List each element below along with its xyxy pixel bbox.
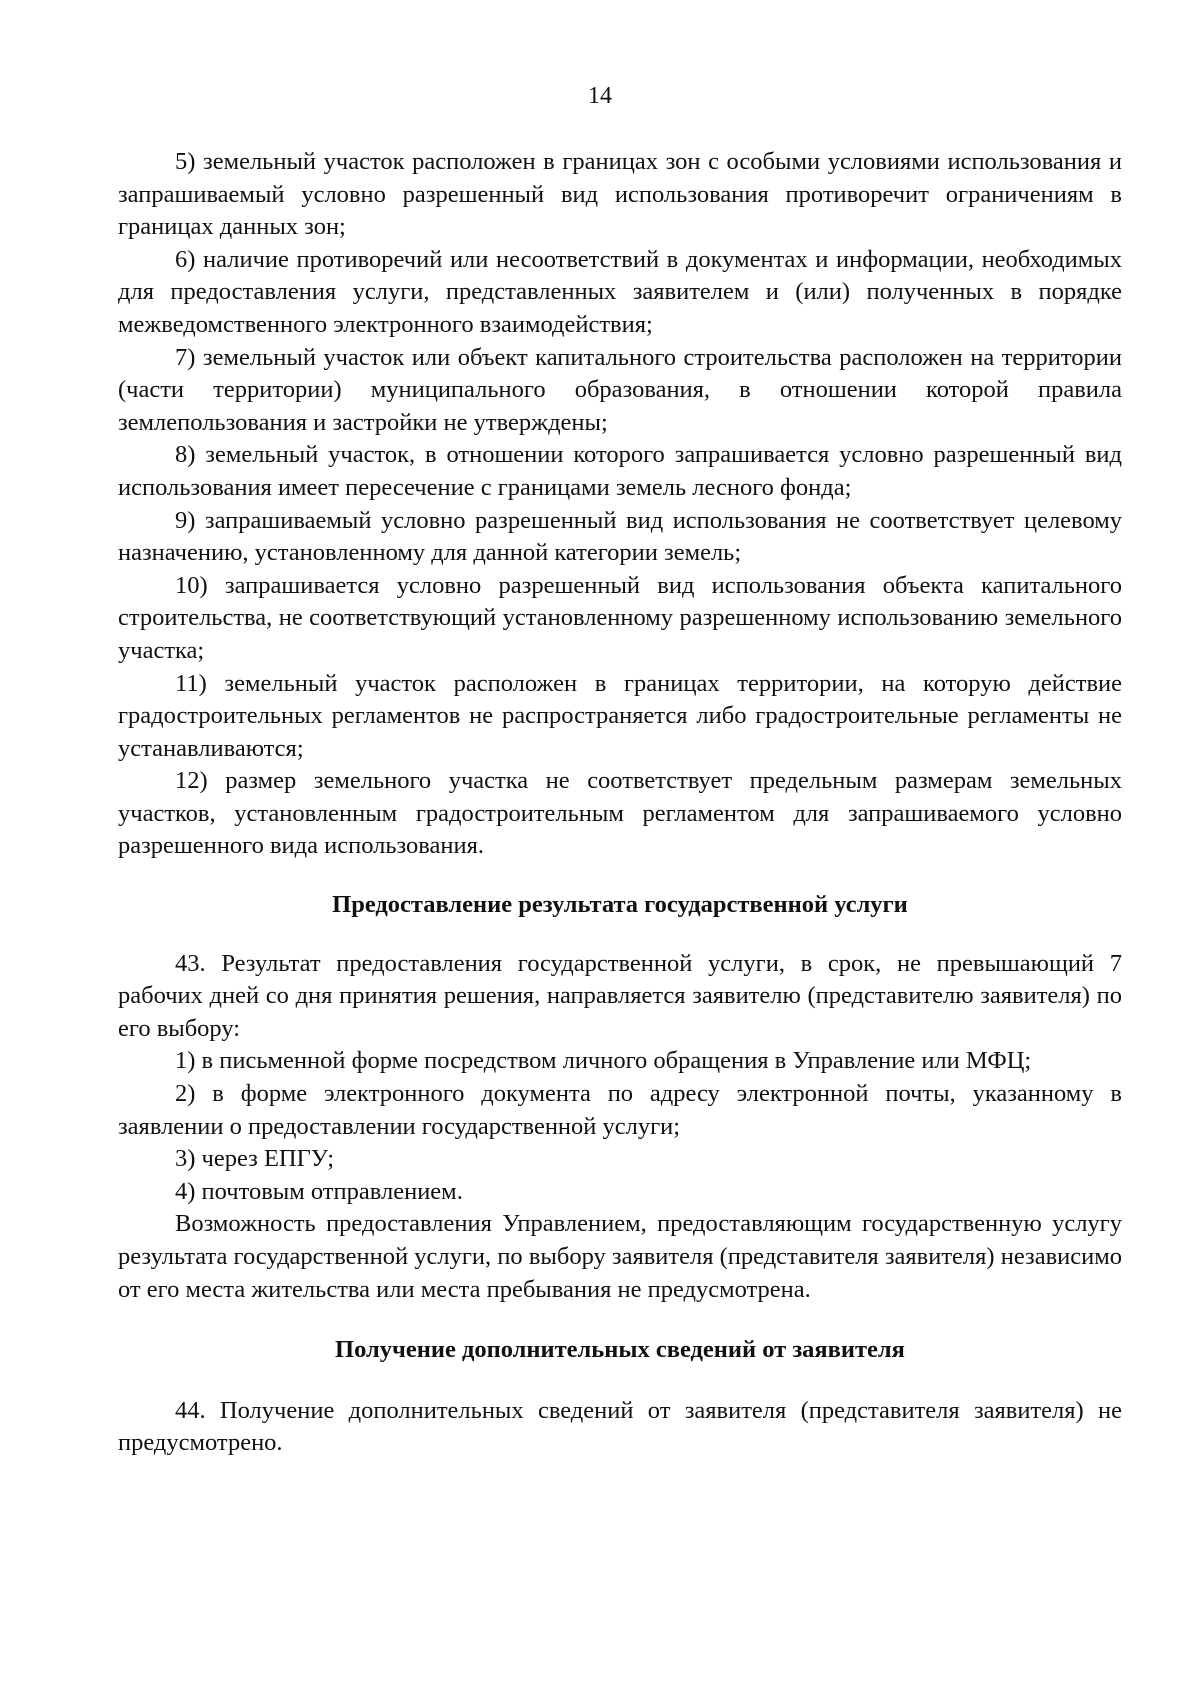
paragraph-43-note: Возможность предоставления Управлением, предоставляющим государственную услугу результата государственной услуги, по выбору заявителя (представителя заявителя) независимо от его места жительства или места пребывания не предусмотрена. xyxy=(118,1210,1122,1303)
section-heading-result: Предоставление результата государственной услуги xyxy=(332,891,908,919)
list-item-11: 11) земельный участок расположен в границах территории, на которую действие градостроительных регламентов не распространяется либо градостроительные регламенты не устанавливаются; xyxy=(118,669,1122,762)
list-item-12: 12) размер земельного участка не соответствует предельным размерам земельных участков, установленным градостроительным регламентом для запрашиваемого условно разрешенного вида использования. xyxy=(118,767,1122,860)
delivery-option-2: 2) в форме электронного документа по адресу электронной почты, указанному в заявлении о предоставлении государственной услуги; xyxy=(118,1080,1122,1140)
list-item-10: 10) запрашивается условно разрешенный вид использования объекта капитального строительства, не соответствующий установленному разрешенному использованию земельного участка; xyxy=(118,571,1122,664)
list-item-6: 6) наличие противоречий или несоответствий в документах и информации, необходимых для предоставления услуги, представленных заявителем и (или) полученных в порядке межведомственного электронного взаимодействия; xyxy=(118,245,1122,338)
page-number: 14 xyxy=(588,83,612,109)
list-item-8: 8) земельный участок, в отношении которого запрашивается условно разрешенный вид использования имеет пересечение с границами земель лесного фонда; xyxy=(118,441,1122,501)
delivery-option-3: 3) через ЕПГУ; xyxy=(175,1145,334,1173)
list-item-7: 7) земельный участок или объект капитального строительства расположен на территории (части территории) муниципального образования, в отношении которой правила землепользования и застройки не утверждены; xyxy=(118,343,1122,436)
document-body xyxy=(118,146,1122,1460)
paragraph-44: 44. Получение дополнительных сведений от заявителя (представителя заявителя) не предусмотрено. xyxy=(118,1396,1122,1457)
list-item-5: 5) земельный участок расположен в границах зон с особыми условиями использования и запрашиваемый условно разрешенный вид использования противоречит ограничениям в границах данных зон; xyxy=(118,148,1122,241)
delivery-option-4: 4) почтовым отправлением. xyxy=(175,1177,463,1205)
list-item-9: 9) запрашиваемый условно разрешенный вид использования не соответствует целевому назначению, установленному для данной категории земель; xyxy=(118,506,1122,567)
section-heading-additional-info: Получение дополнительных сведений от заявителя xyxy=(335,1336,905,1364)
delivery-option-1: 1) в письменной форме посредством личного обращения в Управление или МФЦ; xyxy=(175,1047,1032,1075)
paragraph-43-intro: 43. Результат предоставления государственной услуги, в срок, не превышающий 7 рабочих дней со дня принятия решения, направляется заявителю (представителю заявителя) по его выбору: xyxy=(118,949,1122,1042)
